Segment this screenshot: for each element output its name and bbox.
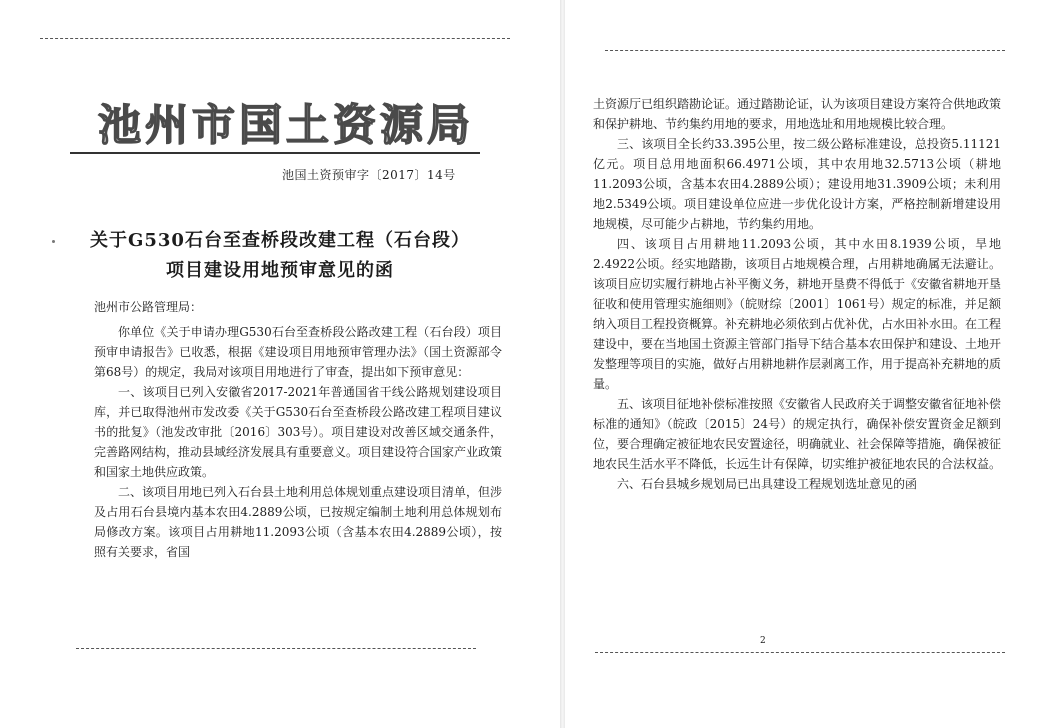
page-number: 2 — [760, 636, 766, 646]
recipient: 池州市公路管理局： — [94, 300, 203, 314]
bottom-border-line — [76, 648, 476, 649]
scan-speck — [52, 240, 55, 243]
document-title-line-2: 项目建设用地预审意见的函 — [166, 260, 394, 281]
right-bottom-border-line — [595, 652, 1005, 653]
right-paragraph-5: 六、石台县城乡规划局已出具建设工程规划选址意见的函 — [617, 477, 918, 491]
right-paragraph-4: 五、该项目征地补偿标准按照《安徽省人民政府关于调整安徽省征地补偿标准的通知》（皖政〔2015〕24号）的规定执行，确保补偿安置资金足额到位，要合理确定被征地农民安置途径，明确就业、社会保障等措施，确保被征地农民生活水平不降低，长远生计有保障，切实维护被征地农民的合法权益。 — [593, 397, 1002, 471]
right-paragraph-2: 三、该项目全长约33.395公里，按二级公路标准建设，总投资5.11121亿元。项目总用地面积66.4971公顷，其中农用地32.5713公顷（耕地11.2093公顷，含基本农田4.2889公顷）；建设用地31.3909公顷；未利用地2.5349公顷。项目建设单位应进一步优化设计方案，严格控制新增建设用地规模，尽可能少占耕地，节约集约用地。 — [593, 137, 1001, 231]
letterhead-title: 池州市国土资源局 — [98, 101, 474, 151]
left-paragraph-1: 你单位《关于申请办理G530石台至查桥段公路改建工程（石台段）项目预审申请报告》已收悉，根据《建设项目用地预审管理办法》（国土资源部令第68号）的规定，我局对该项目用地进行了审查，提出如下预审意见： — [94, 325, 502, 379]
document-title-line-1: 关于G530石台至查桥段改建工程（石台段） — [90, 230, 470, 251]
right-body-text — [593, 94, 1001, 494]
top-border-line — [40, 38, 510, 39]
letterhead-rule — [70, 152, 480, 154]
right-top-border-line — [605, 50, 1005, 51]
left-paragraph-3: 二、该项目用地已列入石台县土地利用总体规划重点建设项目清单，但涉及占用石台县境内基本农田4.2889公顷，已按规定编制土地利用总体规划布局修改方案。该项目占用耕地11.2093公顷（含基本农田4.2889公顷），按照有关要求，省国 — [94, 485, 503, 559]
left-body-text — [94, 322, 502, 562]
right-paragraph-3: 四、该项目占用耕地11.2093公顷，其中水田8.1939公顷，旱地2.4922公顷。经实地踏勘，该项目占地规模合理，占用耕地确属无法避让。该项目应切实履行耕地占补平衡义务，耕地开垦费不得低于《安徽省耕地开垦征收和使用管理实施细则》（皖财综〔2001〕1061号）规定的标准，并足额纳入项目工程投资概算。补充耕地必须依到占优补优，占水田补水田。在工程建设中，要在当地国土资源主管部门指导下结合基本农田保护和建设、土地开发整理等项目的实施，做好占用耕地耕作层剥离工作，用于提高补充耕地的质量。 — [593, 237, 1002, 391]
document-number: 池国土资预审字〔2017〕14号 — [282, 168, 456, 182]
right-paragraph-1: 土资源厅已组织踏勘论证。通过踏勘论证，认为该项目建设方案符合供地政策和保护耕地、节约集约用地的要求，用地选址和用地规模比较合理。 — [593, 97, 1002, 131]
right-page — [565, 0, 1037, 728]
left-paragraph-2: 一、该项目已列入安徽省2017-2021年普通国省干线公路规划建设项目库，并已取得池州市发改委《关于G530石台至查桥段公路改建工程项目建议书的批复》（池发改审批〔2016〕303号）。项目建设对改善区域交通条件，完善路网结构，推动县域经济发展具有重要意义。项目建设符合国家产业政策和国家土地供应政策。 — [94, 385, 503, 479]
